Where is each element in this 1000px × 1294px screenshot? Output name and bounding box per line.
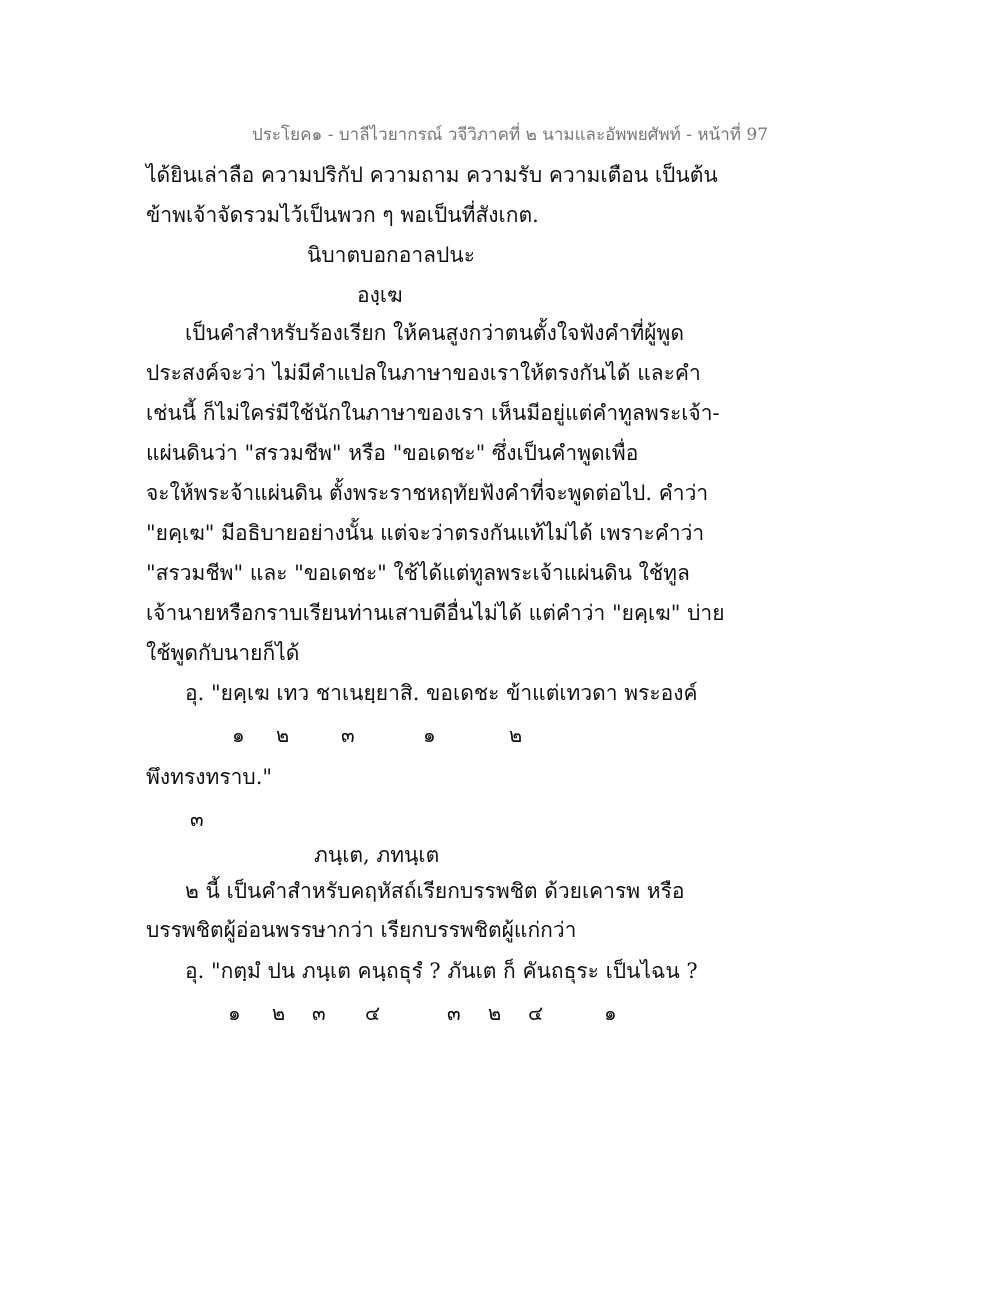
text-line: ข้าพเจ้าจัดรวมไว้เป็นพวก ๆ พอเป็นที่สังเกต. xyxy=(146,203,539,227)
numeral: ๓ xyxy=(447,1001,461,1025)
text-line: บรรพชิตผู้อ่อนพรรษากว่า เรียกบรรพชิตผู้แก่กว่า xyxy=(146,918,577,942)
numeral: ๓ xyxy=(190,807,204,831)
text-line: ๒ นี้ เป็นคำสำหรับคฤหัสถ์เรียกบรรพชิต ด้วยเคารพ หรือ xyxy=(185,879,685,903)
text-line: ได้ยินเล่าลือ ความปริกัป ความถาม ความรับ ความเตือน เป็นต้น xyxy=(146,163,718,187)
section-subheading: องฺเฆ xyxy=(357,283,403,307)
numeral: ๑ xyxy=(228,1001,241,1025)
numeral: ๓ xyxy=(341,723,355,747)
example-line: อุ. "กตฺมํ ปน ภนฺเต คนฺถธุรํ ? ภันเต ก็ คันถธุระ เป็นไฉน ? xyxy=(185,959,698,983)
numeral: ๑ xyxy=(232,723,245,747)
numeral: ๑ xyxy=(604,1001,617,1025)
numeral: ๒ xyxy=(488,1001,502,1025)
numeral: ๓ xyxy=(312,1001,326,1025)
text-line: "สรวมชีพ" และ "ขอเดชะ" ใช้ได้แต่ทูลพระเจ้าแผ่นดิน ใช้ทูล xyxy=(146,561,690,585)
text-line: ประสงค์จะว่า ไม่มีคำแปลในภาษาของเราให้ตรงกันได้ และคำ xyxy=(146,361,701,385)
text-line: พึงทรงทราบ." xyxy=(146,765,273,789)
example-line: อุ. "ยคฺเฆ เทว ชาเนยฺยาสิ. ขอเดชะ ข้าแต่เทวดา พระองค์ xyxy=(185,681,698,705)
word-order-numerals xyxy=(0,722,1000,748)
text-line: จะให้พระจ้าแผ่นดิน ตั้งพระราชหฤทัยฟังคำที่จะพูดต่อไป. คำว่า xyxy=(146,481,709,505)
numeral: ๑ xyxy=(423,723,436,747)
text-line: เจ้านายหรือกราบเรียนท่านเสาบดีอื่นไม่ได้ แต่คำว่า "ยคฺเฆ" บ่าย xyxy=(146,601,725,625)
text-line: เช่นนี้ ก็ไม่ใคร่มีใช้นักในภาษาของเรา เห็นมีอยู่แต่คำทูลพระเจ้า- xyxy=(146,401,720,425)
text-line: "ยคฺเฆ" มีอธิบายอย่างนั้น แต่จะว่าตรงกันแท้ไม่ได้ เพราะคำว่า xyxy=(146,521,705,545)
numeral: ๔ xyxy=(365,1001,381,1025)
text-line: แผ่นดินว่า "สรวมชีพ" หรือ "ขอเดชะ" ซึ่งเป็นคำพูดเพื่อ xyxy=(146,441,639,465)
numeral: ๒ xyxy=(276,723,290,747)
numeral: ๒ xyxy=(272,1001,286,1025)
numeral: ๒ xyxy=(509,723,523,747)
section-heading: ภนฺเต, ภทนฺเต xyxy=(314,843,440,867)
section-heading: นิบาตบอกอาลปนะ xyxy=(307,243,476,267)
numeral: ๔ xyxy=(528,1001,544,1025)
word-order-numerals xyxy=(0,1000,1000,1026)
word-order-numerals xyxy=(0,806,1000,832)
text-line: เป็นคำสำหรับร้องเรียก ให้คนสูงกว่าตนตั้งใจฟังคำที่ผู้พูด xyxy=(185,321,684,345)
page-header: ประโยค๑ - บาลีไวยากรณ์ วจีวิภาคที่ ๒ นามและอัพพยศัพท์ - หน้าที่ 97 xyxy=(252,125,769,145)
text-line: ใช้พูดกับนายก็ได้ xyxy=(146,641,300,665)
